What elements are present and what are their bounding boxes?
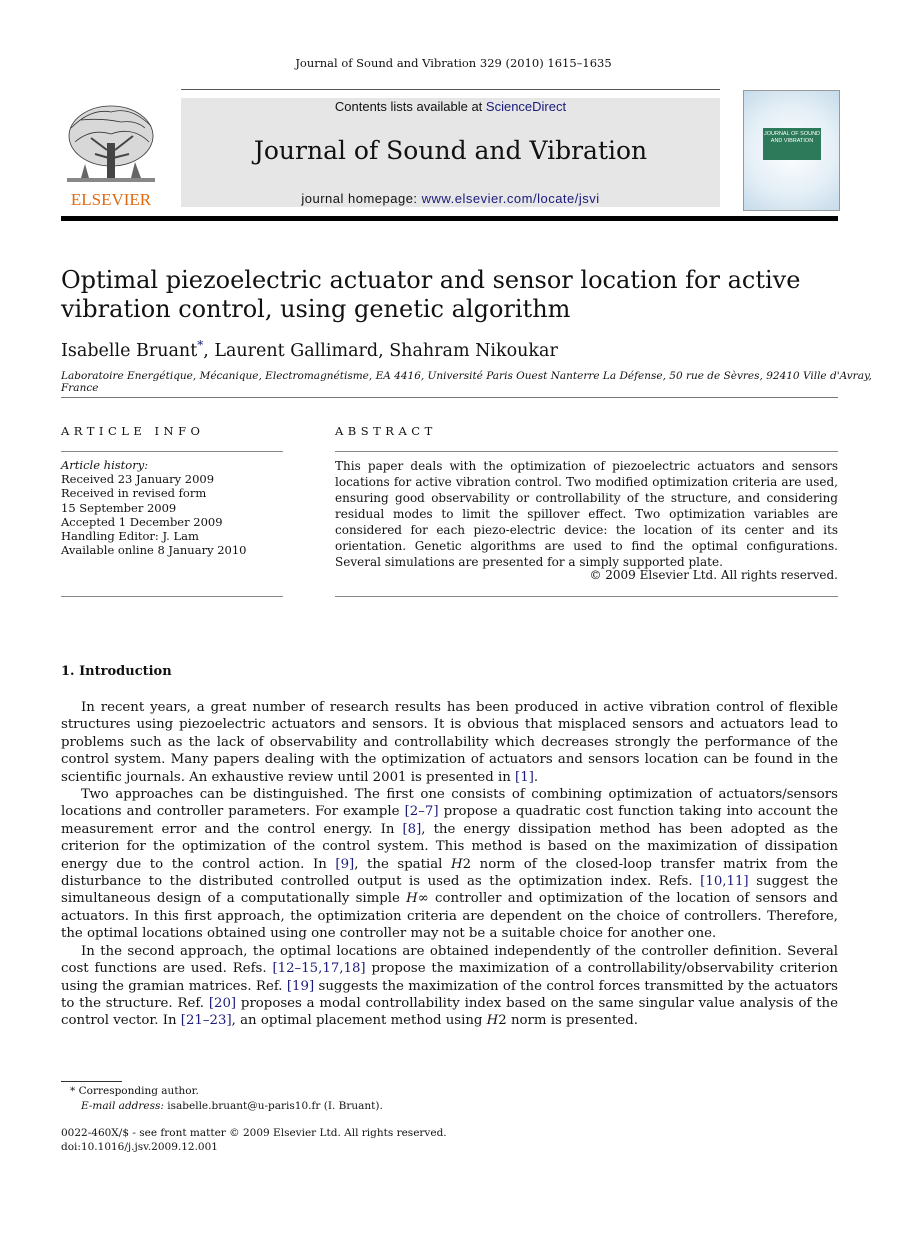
cover-title-band: JOURNAL OF SOUND AND VIBRATION: [763, 128, 821, 160]
footnote-rule: [61, 1081, 122, 1082]
contents-prefix: Contents lists available at: [334, 99, 486, 114]
author-list: [61, 338, 558, 361]
homepage-prefix: journal homepage:: [301, 191, 422, 206]
contents-available-line: [181, 99, 720, 114]
email-footnote: [81, 1100, 383, 1112]
citation-link[interactable]: [8]: [402, 821, 422, 837]
article-info-heading: ARTICLE INFO: [61, 424, 205, 438]
elsevier-logo: [61, 98, 161, 208]
running-head: Journal of Sound and Vibration 329 (2010) 1615–1635: [295, 56, 612, 70]
citation-link[interactable]: [20]: [208, 995, 237, 1011]
doi-line[interactable]: doi:10.1016/j.jsv.2009.12.001: [61, 1141, 218, 1153]
svg-text:ELSEVIER: ELSEVIER: [70, 190, 152, 208]
math-symbol: H: [406, 891, 418, 907]
history-line: Handling Editor: J. Lam: [61, 529, 199, 544]
citation-link[interactable]: [19]: [286, 978, 315, 994]
author-rest: , Laurent Gallimard, Shahram Nikoukar: [203, 340, 558, 361]
divider: [61, 451, 283, 452]
citation-link[interactable]: [10,11]: [700, 874, 749, 890]
citation-link[interactable]: [9]: [335, 856, 355, 872]
abstract-copyright: © 2009 Elsevier Ltd. All rights reserved.: [589, 568, 838, 582]
header-top-rule: [181, 89, 720, 90]
sciencedirect-link[interactable]: ScienceDirect: [485, 99, 567, 114]
history-line: Received in revised form: [61, 486, 207, 501]
divider: [335, 451, 838, 452]
corresponding-author-mark[interactable]: *: [197, 338, 204, 352]
paragraph: In the second approach, the optimal locations are obtained independently of the controller definition. Several cost functions are used. Refs. [12–15,17,18] propose the maximization of a controllability/observability criterion using the gramian matrices. Ref. [19] suggests the maximization of the control forces transmitted by the actuators to the structure. Ref. [20] proposes a modal controllability index based on the same singular value analysis of the control vector. In [21–23], an optimal placement method using H2 norm is presented.: [61, 943, 838, 1029]
affiliation: Laboratoire Energétique, Mécanique, Electromagnétisme, EA 4416, Université Paris Ouest Nanterre La Défense, 50 rue de Sèvres, 92410 Ville d'Avray, France: [61, 370, 872, 394]
citation-link[interactable]: [21–23]: [180, 1013, 232, 1029]
abstract-text: This paper deals with the optimization of piezoelectric actuators and sensors locations for active vibration control. Two modified optimization criteria are used, ensuring good observability or controllability of the structure, and considering residual modes to limit the spillover effect. Two optimization variables are considered for each piezo-electric device: the location of its center and its orientation. Genetic algorithms are used to find the optimal configurations. Several simulations are presented for a simply supported plate.: [335, 459, 838, 569]
abstract-heading: ABSTRACT: [335, 424, 437, 438]
section-heading-introduction: 1. Introduction: [61, 664, 172, 679]
divider: [61, 397, 838, 398]
email-address[interactable]: isabelle.bruant@u-paris10.fr (I. Bruant).: [163, 1100, 383, 1112]
journal-title: Journal of Sound and Vibration: [253, 136, 648, 165]
article-title: Optimal piezoelectric actuator and sensor location for active vibration control, using genetic algorithm: [61, 266, 801, 323]
history-line: Available online 8 January 2010: [61, 543, 247, 558]
email-label: E-mail address:: [81, 1100, 164, 1112]
history-line: 15 September 2009: [61, 500, 177, 515]
homepage-link[interactable]: www.elsevier.com/locate/jsvi: [421, 191, 600, 206]
history-line: Accepted 1 December 2009: [61, 514, 223, 529]
math-symbol: H: [451, 856, 463, 872]
introduction-body: [61, 699, 838, 1030]
journal-cover-thumbnail: [743, 90, 840, 211]
citation-link[interactable]: [2–7]: [404, 804, 439, 820]
paragraph: In recent years, a great number of research results has been produced in active vibration control of flexible structures using piezoelectric actuators and sensors. It is obvious that misplaced sensors and actuators lead to problems such as the lack of observability and controllability which decreases strongly the performance of the control system. Many papers dealing with the optimization of actuators and sensors location can be found in the scientific journals. An exhaustive review until 2001 is presented in [1].: [61, 700, 838, 785]
article-history: [61, 458, 283, 557]
math-symbol: H: [486, 1013, 499, 1029]
article-history-label: Article history:: [61, 458, 149, 472]
history-line: Received 23 January 2009: [61, 472, 215, 487]
divider: [335, 596, 838, 597]
corresponding-author-note: * Corresponding author.: [70, 1085, 199, 1097]
issn-line: 0022-460X/$ - see front matter © 2009 Elsevier Ltd. All rights reserved.: [61, 1127, 447, 1139]
paragraph: Two approaches can be distinguished. The first one consists of combining optimization of actuators/sensors locations and controller parameters. For example [2–7] propose a quadratic cost function taking into account the measurement error and the control energy. In [8], the energy dissipation method has been adopted as the criterion for the optimization of the control system. This method is based on the maximization of dissipation energy due to the control action. In [9], the spatial H2 norm of the closed-loop transfer matrix from the disturbance to the distributed controlled output is used as the optimization index. Refs. [10,11] suggest the simultaneous design of a computationally simple H∞ controller and optimization of the location of sensors and actuators. In this first approach, the optimization criteria are dependent on the choice of controllers. Therefore, the optimal locations obtained using one controller may not be a suitable choice for another one.: [61, 787, 839, 942]
journal-homepage-line: [181, 191, 720, 206]
header-thick-rule: [61, 216, 838, 221]
elsevier-tree-icon: [61, 98, 161, 208]
divider: [61, 596, 283, 597]
citation-link[interactable]: [12–15,17,18]: [272, 961, 366, 977]
author-first: Isabelle Bruant: [61, 340, 198, 361]
citation-link[interactable]: [1]: [515, 769, 534, 785]
